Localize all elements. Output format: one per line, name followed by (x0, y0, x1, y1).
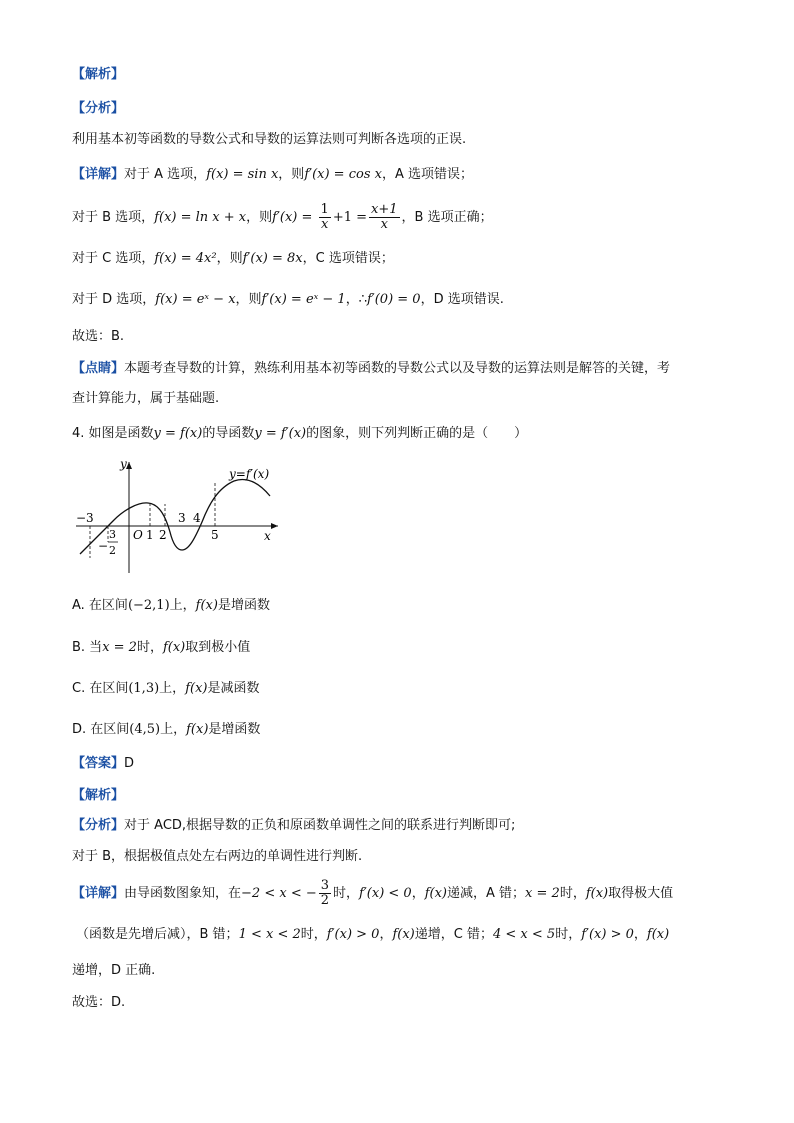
y-axis-label: y (120, 458, 127, 471)
fenxi-text: 利用基本初等函数的导数公式和导数的运算法则可判断各选项的正误. (72, 132, 467, 147)
tick-label-2: 2 (159, 528, 167, 542)
y-axis-arrow-icon (126, 462, 132, 469)
derivative-graph (72, 458, 282, 576)
dianjing-line-2: 查计算能力，属于基础题. (72, 391, 220, 406)
detail-line-d: 对于 D 选项，f(x) = eˣ − x，则f′(x) = eˣ − 1，∴f′(0) = 0，D 选项错误. (72, 292, 504, 307)
answer-select-q4: 故选：D. (72, 995, 126, 1010)
fraction-3-over-2: $\frac{3}{2}$ (320, 878, 330, 908)
answer-line: 【答案】D (72, 756, 135, 771)
detail-line-a: 【详解】对于 A 选项，f(x) = sin x，则f′(x) = cos x，A 选项错误； (72, 167, 473, 182)
answer-select-prev: 故选：B. (72, 329, 125, 344)
option-b[interactable]: B. 当x = 2时，f(x)取到极小值 (72, 640, 251, 655)
section-tag-jiexi: 【解析】 (72, 67, 125, 82)
tick-label-3-2-den: 2 (109, 544, 116, 557)
derivative-curve (80, 479, 270, 554)
curve-label: y=f′(x) (229, 467, 270, 481)
option-a[interactable]: A. 在区间(−2,1)上，f(x)是增函数 (72, 598, 270, 613)
x-axis-label: x (264, 529, 271, 543)
fraction-1-over-x: $\frac{1}{x}$ (320, 202, 329, 232)
x-axis-arrow-icon (271, 523, 278, 529)
fraction-x-plus-1-over-x: $\frac{x+1}{x}$ (371, 202, 398, 232)
tick-label-3-2-num: 3 (109, 528, 116, 541)
analysis-line-1: 【分析】对于 ACD,根据导数的正负和原函数单调性之间的联系进行判断即可; (72, 818, 516, 833)
option-d[interactable]: D. 在区间(4,5)上，f(x)是增函数 (72, 722, 261, 737)
analysis-line-2: 对于 B，根据极值点处左右两边的单调性进行判断. (72, 849, 363, 864)
detail-q4-line-3: 递增，D 正确. (72, 963, 156, 978)
section-tag-fenxi: 【分析】 (72, 101, 125, 116)
tick-label-4: 4 (193, 511, 201, 525)
dianjing-line-1: 【点睛】本题考查导数的计算，熟练利用基本初等函数的导数公式以及导数的运算法则是解答的关键，考 (72, 361, 671, 376)
section-tag-jiexi-q4: 【解析】 (72, 788, 125, 803)
tick-label-1: 1 (146, 528, 154, 542)
tick-label-minus3: −3 (76, 511, 94, 525)
tick-label-minus-sign: − (98, 539, 109, 553)
option-c[interactable]: C. 在区间(1,3)上，f(x)是减函数 (72, 681, 260, 696)
detail-q4-line-2: （函数是先增后减），B 错；1 < x < 2时，f′(x) > 0，f(x)递增，C 错；4 < x < 5时，f′(x) > 0，f(x) (76, 927, 670, 942)
detail-line-c: 对于 C 选项，f(x) = 4x²，则f′(x) = 8x，C 选项错误； (72, 251, 394, 266)
question-4-stem: 4. 如图是函数y = f(x)的导函数y = f′(x)的图象，则下列判断正确的是（ ） (72, 426, 528, 441)
tick-label-3: 3 (178, 511, 186, 525)
tick-label-5: 5 (211, 528, 219, 542)
detail-line-b: 对于 B 选项，f(x) = ln x + x，则f′(x) = $\frac{1}{x}$ +1 = $\frac{x+1}{x}$ ，B 选项正确； (72, 202, 493, 232)
origin-label: O (133, 528, 143, 542)
detail-q4-line-1: 【详解】由导函数图象知，在−2 < x < − $\frac{3}{2}$ 时，f′(x) < 0，f(x)递减，A 错；x = 2时，f(x)取得极大值 (72, 878, 674, 908)
